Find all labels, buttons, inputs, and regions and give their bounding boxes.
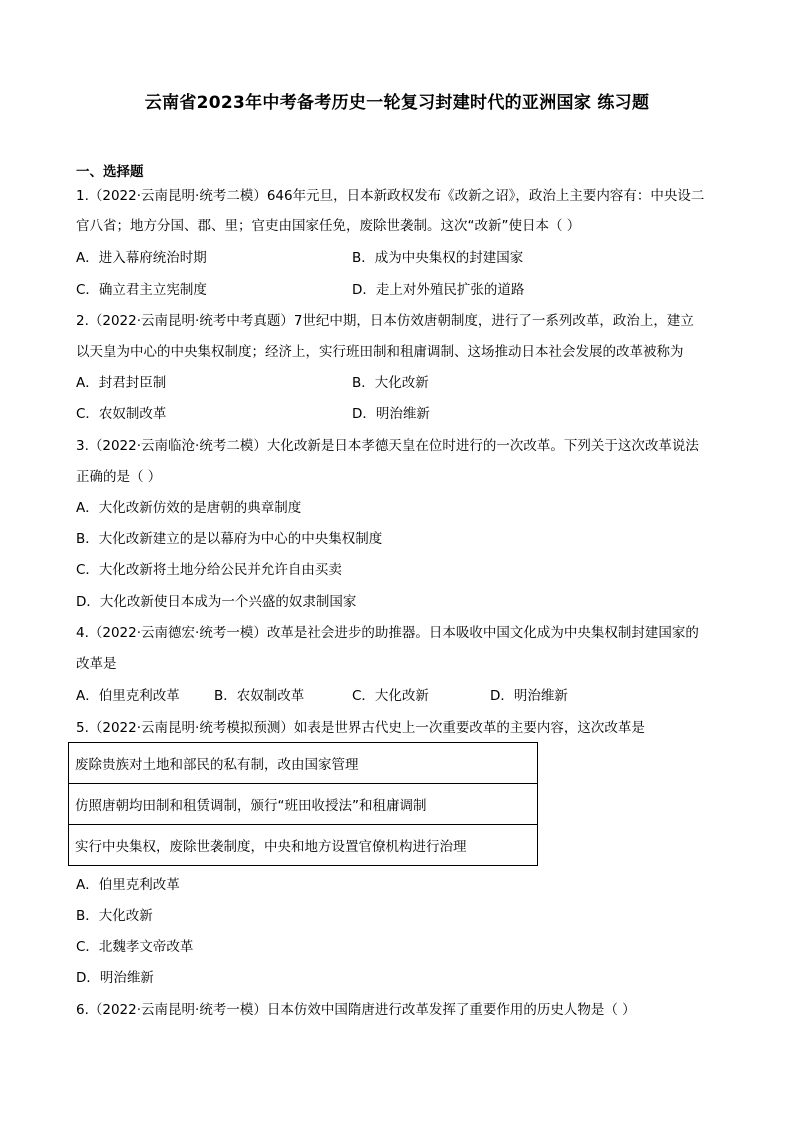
question-3-option-b: B．大化改新建立的是以幕府为中心的中央集权制度	[76, 531, 383, 547]
table-cell: 废除贵族对土地和部民的私有制，改由国家管理	[69, 743, 538, 784]
question-3-option-d: D．大化改新使日本成为一个兴盛的奴隶制国家	[76, 594, 357, 610]
question-5-option-b: B．大化改新	[76, 908, 153, 924]
question-2-option-a: A．封君封臣制	[76, 375, 167, 391]
question-4-line-2: 改革是	[76, 656, 117, 672]
question-1-option-c: C．确立君主立宪制度	[76, 282, 207, 298]
question-3-option-c: C．大化改新将土地分给公民并允许自由买卖	[76, 562, 342, 578]
table-row	[69, 825, 538, 866]
table-cell: 仿照唐朝均田制和租赁调制，颁行“班田收授法”和租庸调制	[69, 784, 538, 825]
question-2-option-b: B．大化改新	[352, 375, 429, 391]
question-4-option-a: A．伯里克利改革	[76, 688, 180, 704]
question-1-line-1: 1.（2022·云南昆明·统考二模）646年元旦，日本新政权发布《改新之诏》，政治上主要内容有：中央设二	[76, 188, 705, 204]
page-title: 云南省2023年中考备考历史一轮复习封建时代的亚洲国家 练习题	[144, 93, 650, 113]
question-4-line-1: 4.（2022·云南德宏·统考一模）改革是社会进步的助推器。日本吸收中国文化成为中央集权制封建国家的	[76, 625, 699, 641]
question-4-option-d: D．明治维新	[490, 688, 568, 704]
question-1-option-a: A．进入幕府统治时期	[76, 250, 207, 266]
question-1-option-d: D．走上对外殖民扩张的道路	[352, 282, 525, 298]
question-3-line-2: 正确的是（ ）	[76, 469, 162, 485]
question-3-line-1: 3.（2022·云南临沧·统考二模）大化改新是日本孝德天皇在位时进行的一次改革。下列关于这次改革说法	[76, 438, 699, 454]
table-cell: 实行中央集权，废除世袭制度，中央和地方设置官僚机构进行治理	[69, 825, 538, 866]
question-5-option-a: A．伯里克利改革	[76, 877, 180, 893]
question-5-option-c: C．北魏孝文帝改革	[76, 939, 194, 955]
question-5-option-d: D．明治维新	[76, 970, 154, 986]
question-2-option-c: C．农奴制改革	[76, 406, 167, 422]
question-6-line-1: 6.（2022·云南昆明·统考一模）日本仿效中国隋唐进行改革发挥了重要作用的历史人物是（ ）	[76, 1002, 636, 1018]
question-1-line-2: 官八省；地方分国、郡、里；官吏由国家任免，废除世袭制。这次“改新”使日本（ ）	[76, 218, 581, 234]
question-3-option-a: A．大化改新仿效的是唐朝的典章制度	[76, 500, 302, 516]
question-1-option-b: B．成为中央集权的封建国家	[352, 250, 524, 266]
table-row	[69, 743, 538, 784]
question-4-option-c: C．大化改新	[352, 688, 429, 704]
question-2-line-1: 2.（2022·云南昆明·统考中考真题）7世纪中期，日本仿效唐朝制度，进行了一系列改革，政治上，建立	[76, 313, 694, 329]
question-4-option-b: B．农奴制改革	[214, 688, 305, 704]
question-5-line-1: 5.（2022·云南昆明·统考模拟预测）如表是世界古代史上一次重要改革的主要内容，这次改革是	[76, 720, 645, 736]
question-2-line-2: 以天皇为中心的中央集权制度；经济上，实行班田制和租庸调制、这场推动日本社会发展的改革被称为	[76, 344, 684, 360]
table-row	[69, 784, 538, 825]
section-heading: 一、选择题	[76, 164, 144, 180]
reform-content-table	[68, 742, 538, 866]
question-2-option-d: D．明治维新	[352, 406, 430, 422]
